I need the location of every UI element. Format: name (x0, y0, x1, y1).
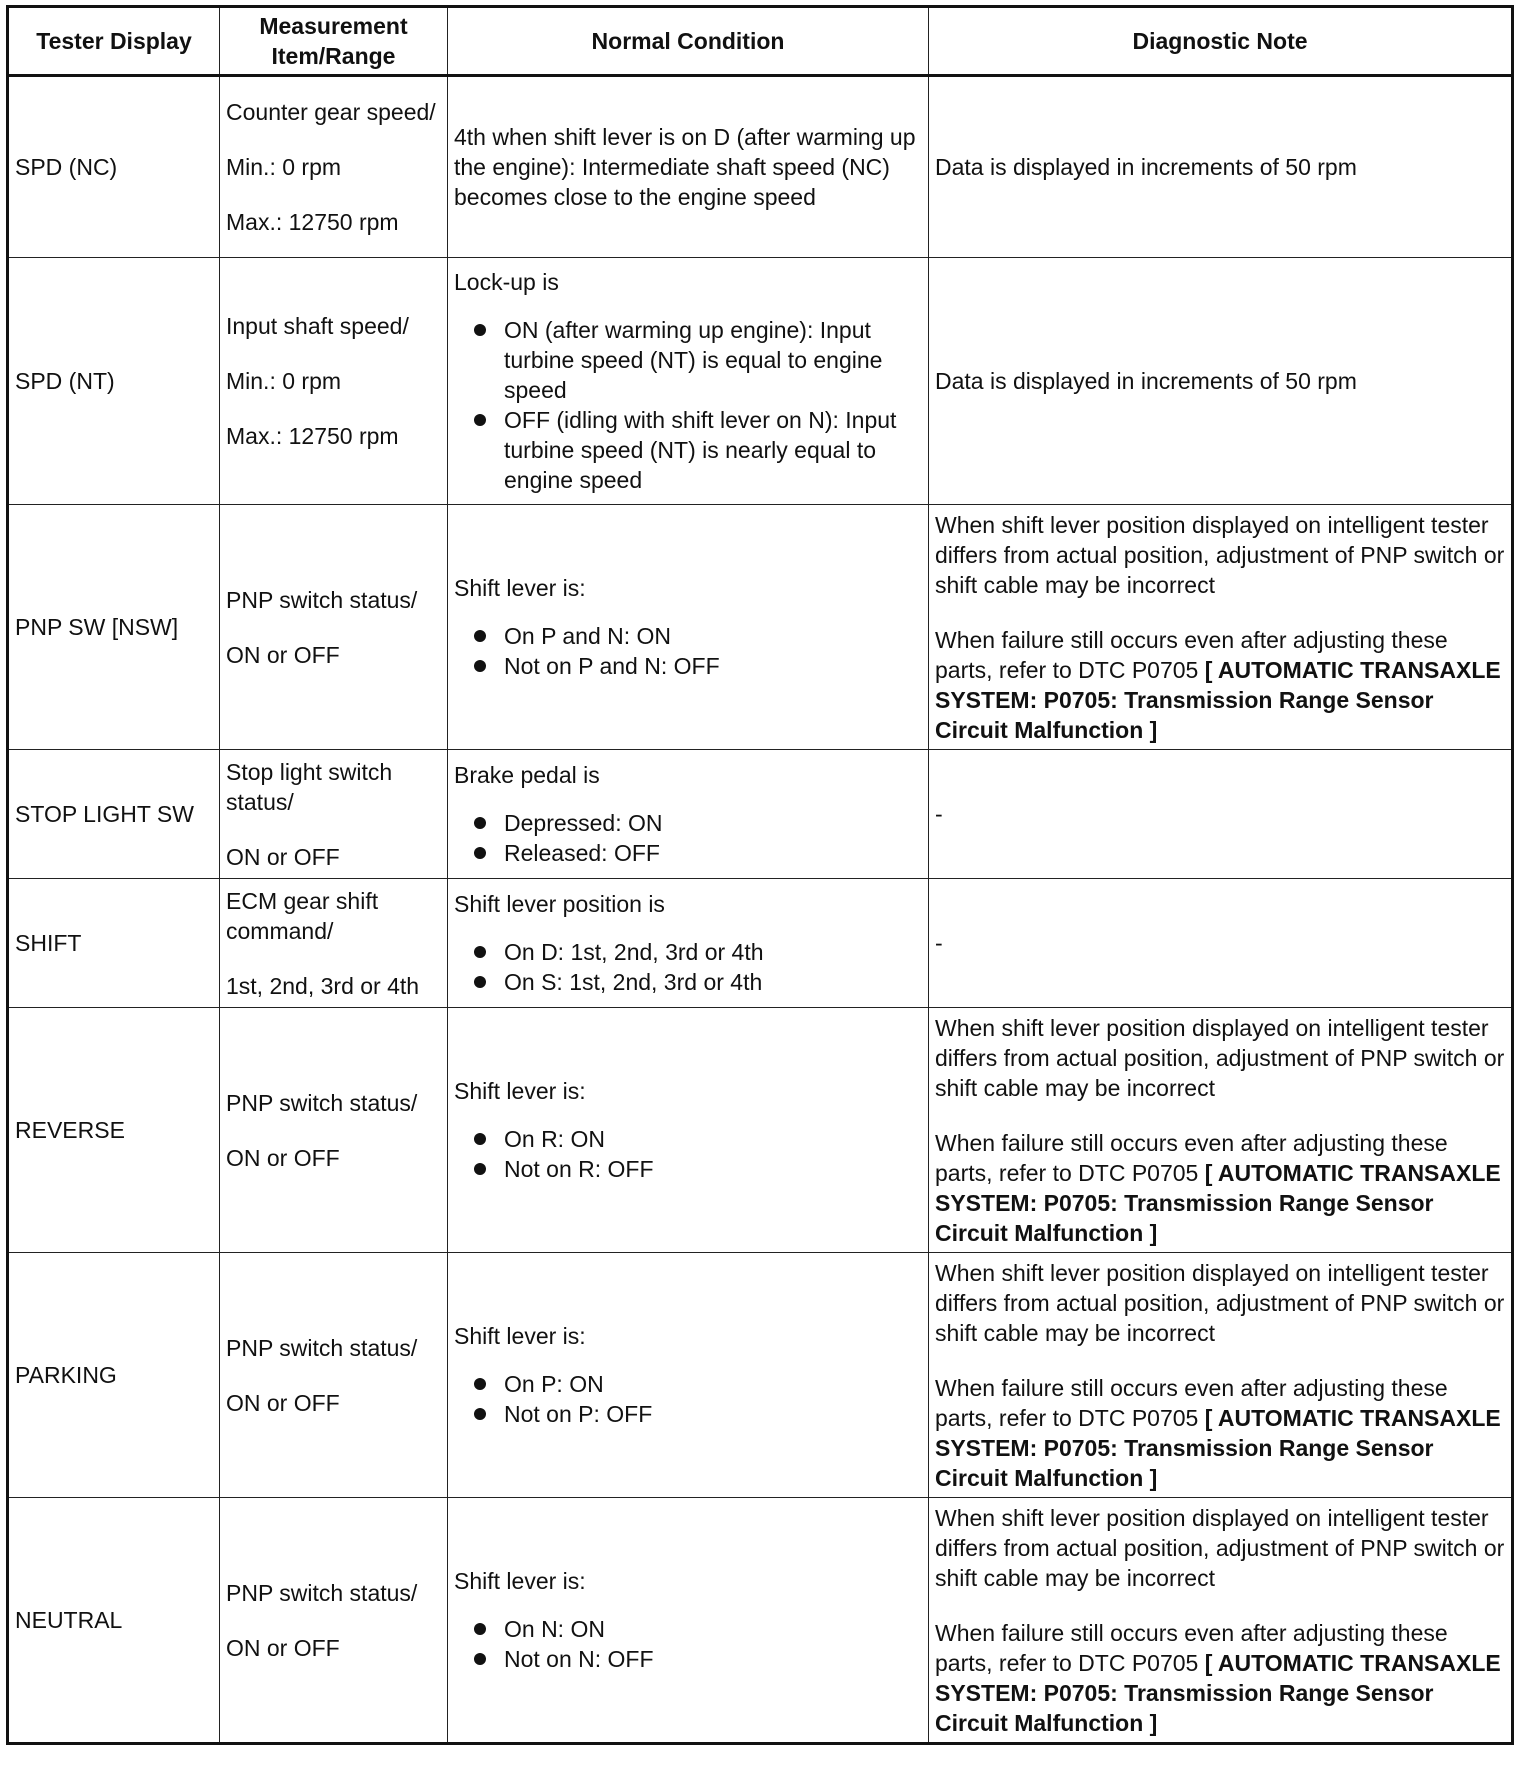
list-item-text: On P and N: ON (504, 623, 672, 649)
diagnostic-note-text: When shift lever position displayed on intelligent tester differs from actual position, adjustment of PNP switch or shift cable may be incorrect (935, 1504, 1505, 1591)
normal-condition-list (454, 808, 922, 868)
tester-display-cell: PARKING (8, 1253, 220, 1498)
list-item-text: On D: 1st, 2nd, 3rd or 4th (504, 939, 764, 965)
measurement-cell (220, 76, 448, 258)
list-item (454, 1154, 922, 1184)
measurement-line: Min.: 0 rpm (226, 154, 342, 180)
measurement-cell (220, 1008, 448, 1253)
diagnostic-note-cell (929, 1253, 1513, 1498)
bullet-icon (474, 1653, 486, 1665)
table-row (8, 76, 1513, 258)
header-normal-condition: Normal Condition (448, 7, 929, 76)
normal-condition-cell (448, 1008, 929, 1253)
dtc-reference-link[interactable]: [ AUTOMATIC TRANSAXLE SYSTEM: P0705: Transmission Range Sensor Circuit Malfunction ] (935, 1649, 1501, 1736)
bullet-icon (474, 1408, 486, 1420)
dtc-reference-link[interactable]: [ AUTOMATIC TRANSAXLE SYSTEM: P0705: Transmission Range Sensor Circuit Malfunction ] (935, 656, 1501, 743)
normal-condition-cell (448, 750, 929, 879)
measurement-line: Input shaft speed/ (226, 313, 409, 339)
bullet-icon (474, 660, 486, 672)
list-item (454, 315, 922, 405)
normal-condition-list (454, 1124, 922, 1184)
measurement-line: ON or OFF (226, 641, 340, 668)
normal-condition-cell (448, 258, 929, 505)
list-item (454, 1399, 922, 1429)
dtc-reference-link[interactable]: [ AUTOMATIC TRANSAXLE SYSTEM: P0705: Transmission Range Sensor Circuit Malfunction ] (935, 1159, 1501, 1246)
list-item-text: On N: ON (504, 1616, 605, 1642)
tester-display-cell: NEUTRAL (8, 1498, 220, 1744)
normal-condition-intro: Shift lever is: (454, 1323, 586, 1349)
bullet-icon (474, 847, 486, 859)
table-row (8, 1008, 1513, 1253)
tester-display-cell: SHIFT (8, 879, 220, 1008)
header-tester-display: Tester Display (8, 7, 220, 76)
diagnostic-note-cell (929, 1498, 1513, 1744)
measurement-line: ON or OFF (226, 1389, 340, 1416)
diagnostic-note-text: When shift lever position displayed on intelligent tester differs from actual position, adjustment of PNP switch or shift cable may be incorrect (935, 1259, 1505, 1346)
normal-condition-list (454, 1614, 922, 1674)
table-row (8, 258, 1513, 505)
list-item (454, 967, 922, 997)
list-item-text: Depressed: ON (504, 810, 663, 836)
measurement-line: ECM gear shift command/ (226, 887, 379, 944)
list-item-text: On S: 1st, 2nd, 3rd or 4th (504, 969, 763, 995)
diagnostic-note-ref: When failure still occurs even after adjusting these parts, refer to DTC P0705 (935, 1374, 1448, 1431)
measurement-line: Max.: 12750 rpm (226, 423, 399, 449)
diagnostic-note-text: When shift lever position displayed on intelligent tester differs from actual position, adjustment of PNP switch or shift cable may be incorrect (935, 511, 1505, 598)
normal-condition-cell (448, 505, 929, 750)
list-item-text: Not on R: OFF (504, 1156, 654, 1182)
list-item (454, 808, 922, 838)
measurement-line: PNP switch status/ (226, 586, 418, 613)
normal-condition-intro: Shift lever is: (454, 1078, 586, 1104)
measurement-cell (220, 505, 448, 750)
header-diagnostic-note: Diagnostic Note (929, 7, 1513, 76)
normal-condition-cell (448, 76, 929, 258)
normal-condition-list (454, 621, 922, 681)
diagnostic-note-text (935, 1618, 1505, 1738)
table-row (8, 1253, 1513, 1498)
table-row (8, 1498, 1513, 1744)
measurement-line: Min.: 0 rpm (226, 368, 342, 394)
table-header-row (8, 7, 1513, 76)
measurement-line: 1st, 2nd, 3rd or 4th (226, 972, 420, 999)
bullet-icon (474, 630, 486, 642)
normal-condition-cell (448, 1253, 929, 1498)
measurement-line: ON or OFF (226, 843, 340, 870)
diagnostic-note-text (935, 625, 1505, 745)
table-row (8, 505, 1513, 750)
diagnostic-note-cell: Data is displayed in increments of 50 rpm (929, 76, 1513, 258)
list-item-text: Released: OFF (504, 840, 660, 866)
header-measurement: Measurement Item/Range (220, 7, 448, 76)
normal-condition-intro: Brake pedal is (454, 762, 600, 788)
measurement-line: ON or OFF (226, 1144, 340, 1171)
bullet-icon (474, 1163, 486, 1175)
table-row (8, 750, 1513, 879)
normal-condition-intro: Shift lever is: (454, 1568, 586, 1594)
normal-condition-list (454, 315, 922, 495)
tester-display-cell: PNP SW [NSW] (8, 505, 220, 750)
measurement-line: PNP switch status/ (226, 1579, 418, 1606)
normal-condition-list (454, 937, 922, 997)
normal-condition-list (454, 1369, 922, 1429)
normal-condition-intro: Shift lever is: (454, 575, 586, 601)
list-item-text: On R: ON (504, 1126, 605, 1152)
bullet-icon (474, 1623, 486, 1635)
measurement-line: Stop light switch status/ (226, 758, 393, 815)
normal-condition-text: 4th when shift lever is on D (after warming up the engine): Intermediate shaft speed (NC) becomes close to the engine speed (454, 124, 916, 210)
bullet-icon (474, 976, 486, 988)
bullet-icon (474, 946, 486, 958)
list-item-text: ON (after warming up engine): Input turbine speed (NT) is equal to engine speed (504, 317, 883, 403)
diagnostic-note-cell: - (929, 750, 1513, 879)
data-list-table (6, 5, 1514, 1745)
diagnostic-note-ref: When failure still occurs even after adjusting these parts, refer to DTC P0705 (935, 626, 1448, 683)
bullet-icon (474, 414, 486, 426)
measurement-cell (220, 1253, 448, 1498)
normal-condition-cell (448, 879, 929, 1008)
tester-display-cell: STOP LIGHT SW (8, 750, 220, 879)
list-item (454, 621, 922, 651)
list-item-text: Not on N: OFF (504, 1646, 654, 1672)
bullet-icon (474, 817, 486, 829)
diagnostic-note-text (935, 1128, 1505, 1248)
table-row (8, 879, 1513, 1008)
measurement-line: PNP switch status/ (226, 1334, 418, 1361)
data-list-table-wrapper (6, 5, 1514, 1745)
bullet-icon (474, 1133, 486, 1145)
measurement-line: Max.: 12750 rpm (226, 209, 399, 235)
measurement-cell (220, 879, 448, 1008)
normal-condition-intro: Shift lever position is (454, 891, 665, 917)
list-item (454, 838, 922, 868)
list-item (454, 1369, 922, 1399)
measurement-cell (220, 750, 448, 879)
tester-display-cell: SPD (NC) (8, 76, 220, 258)
diagnostic-note-cell: - (929, 879, 1513, 1008)
tester-display-cell: SPD (NT) (8, 258, 220, 505)
list-item (454, 937, 922, 967)
list-item (454, 651, 922, 681)
list-item (454, 1124, 922, 1154)
measurement-cell (220, 1498, 448, 1744)
dtc-reference-link[interactable]: [ AUTOMATIC TRANSAXLE SYSTEM: P0705: Transmission Range Sensor Circuit Malfunction ] (935, 1404, 1501, 1491)
list-item (454, 1644, 922, 1674)
measurement-line: ON or OFF (226, 1634, 340, 1661)
diagnostic-note-cell: Data is displayed in increments of 50 rpm (929, 258, 1513, 505)
measurement-cell (220, 258, 448, 505)
measurement-line: PNP switch status/ (226, 1089, 418, 1116)
list-item-text: OFF (idling with shift lever on N): Input turbine speed (NT) is nearly equal to engine speed (504, 407, 897, 493)
tester-display-cell: REVERSE (8, 1008, 220, 1253)
diagnostic-note-ref: When failure still occurs even after adjusting these parts, refer to DTC P0705 (935, 1129, 1448, 1186)
list-item-text: On P: ON (504, 1371, 604, 1397)
diagnostic-note-text (935, 1373, 1505, 1493)
bullet-icon (474, 1378, 486, 1390)
list-item (454, 405, 922, 495)
normal-condition-intro: Lock-up is (454, 269, 559, 295)
diagnostic-note-text: When shift lever position displayed on intelligent tester differs from actual position, adjustment of PNP switch or shift cable may be incorrect (935, 1014, 1505, 1101)
diagnostic-note-cell (929, 1008, 1513, 1253)
list-item-text: Not on P and N: OFF (504, 653, 720, 679)
measurement-line: Counter gear speed/ (226, 99, 436, 125)
list-item-text: Not on P: OFF (504, 1401, 653, 1427)
bullet-icon (474, 324, 486, 336)
diagnostic-note-ref: When failure still occurs even after adjusting these parts, refer to DTC P0705 (935, 1619, 1448, 1676)
normal-condition-cell (448, 1498, 929, 1744)
list-item (454, 1614, 922, 1644)
diagnostic-note-cell (929, 505, 1513, 750)
